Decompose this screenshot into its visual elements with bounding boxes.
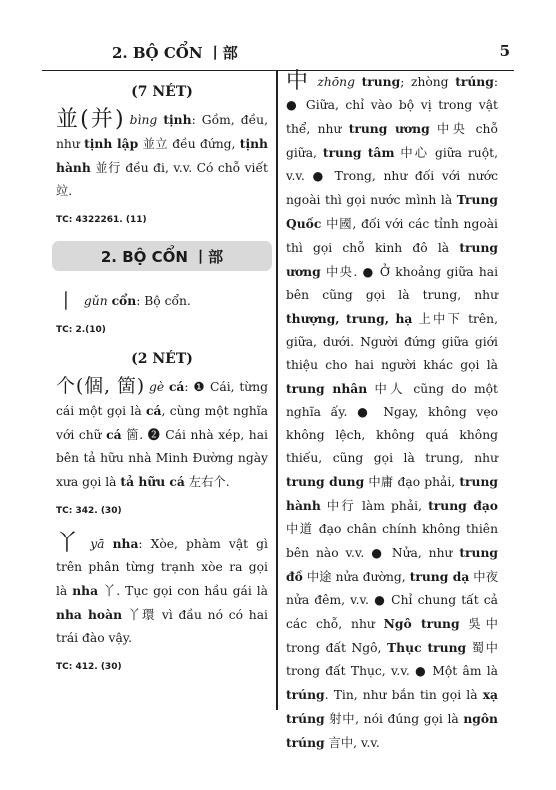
section-heading-7-strokes: (7 NÉT)	[131, 84, 193, 100]
entry-head: 丨	[56, 289, 76, 313]
pinyin: bìng	[129, 113, 158, 127]
pinyin: gǔn	[83, 294, 108, 308]
entry-nha: 丫 yā nha: Xòe, phàm vật gì trên phân từng trạnh xòe ra gọi là nha 丫. Tục gọi con hầu gái là nha hoàn 丫環 vì đầu nó có hai trái đào vậy.	[56, 531, 268, 645]
page-number: 5	[499, 42, 510, 60]
header-title: 2. BỘ CỔN 丨部	[112, 44, 238, 62]
entry-head: 並(并)	[56, 107, 124, 132]
pinyin: yā	[90, 537, 105, 551]
reading: cổn	[111, 293, 137, 308]
code-line: TC: 2.(10)	[56, 325, 106, 335]
code-line: TC: 342. (30)	[56, 506, 122, 516]
reading: cá	[168, 379, 185, 394]
code-line: TC: 4322261. (11)	[56, 215, 147, 225]
page-header	[42, 40, 514, 71]
entry-trung: 中 zhōng trung; zhòng trúng: ● Giữa, chỉ vào bộ vị trong vật thể, như trung ương 中央 chỗ giữa, trung tâm 中心 giữa ruột, v.v. ● Trong, như đối với nước ngoài thì gọi nước mình là Trung Quốc 中國, đối với các tỉnh ngoài thì gọi chỗ kinh đô là trung ương 中央. ● Ở khoảng giữa hai bên cũng gọi là trung, như thượng, trung, hạ 上中下 trên, giữa, dưới. Người đứng giữa giới thiệu cho hai người khác gọi là trung nhân 中人 cũng do một nghĩa ấy. ● Ngay, không vẹo không lệch, không quá không thiếu, cũng gọi là trung, như trung dung 中庸 đạo phải, trung hành 中行 làm phải, trung đạo 中道 đạo chân chính không thiên bên nào v.v. ● Nửa, như trung đồ 中途 nửa đường, trung dạ 中夜 nửa đêm, v.v. ● Chỉ chung tất cả các chỗ, như Ngô trung 吳中 trong đất Ngô, Thục trung 蜀中 trong đất Thục, v.v. ● Một âm là trúng. Tin, như bắn tin gọi là xạ trúng 射中, nói đúng gọi là ngôn trúng 言中, v.v.	[286, 69, 498, 750]
reading: trung	[361, 74, 401, 89]
right-column	[286, 70, 498, 755]
reading: tịnh	[163, 112, 192, 127]
entry-con: 丨 gǔn cổn: Bộ cổn.	[56, 289, 191, 313]
section-heading-2-strokes: (2 NÉT)	[131, 351, 193, 367]
entry-ca: 个(個, 箇) gè cá: ❶ Cái, từng cái một gọi là cá, cùng một nghĩa với chữ cá 箇. ❷ Cái nhà xép, hai bên tả hữu nhà Minh Đường ngày xưa gọi là tả hữu cá 左右个.	[56, 375, 269, 489]
left-column	[56, 70, 268, 688]
entry-head: 中	[286, 69, 311, 94]
reading: nha	[112, 536, 139, 551]
pinyin: gè	[149, 380, 165, 394]
pinyin: zhōng	[317, 75, 355, 89]
column-divider	[276, 70, 278, 710]
entry-head: 丫	[56, 531, 83, 556]
entry-tinh: 並(并) bìng tịnh: Gồm, đều, như tịnh lập 並立 đều đứng, tịnh hành 並行 đều đi, v.v. Có chỗ viết 竝.	[56, 107, 268, 198]
code-line: TC: 412. (30)	[56, 662, 122, 672]
section-banner: 2. BỘ CỔN 丨部	[52, 241, 272, 271]
entry-head: 个(個, 箇)	[56, 375, 145, 397]
